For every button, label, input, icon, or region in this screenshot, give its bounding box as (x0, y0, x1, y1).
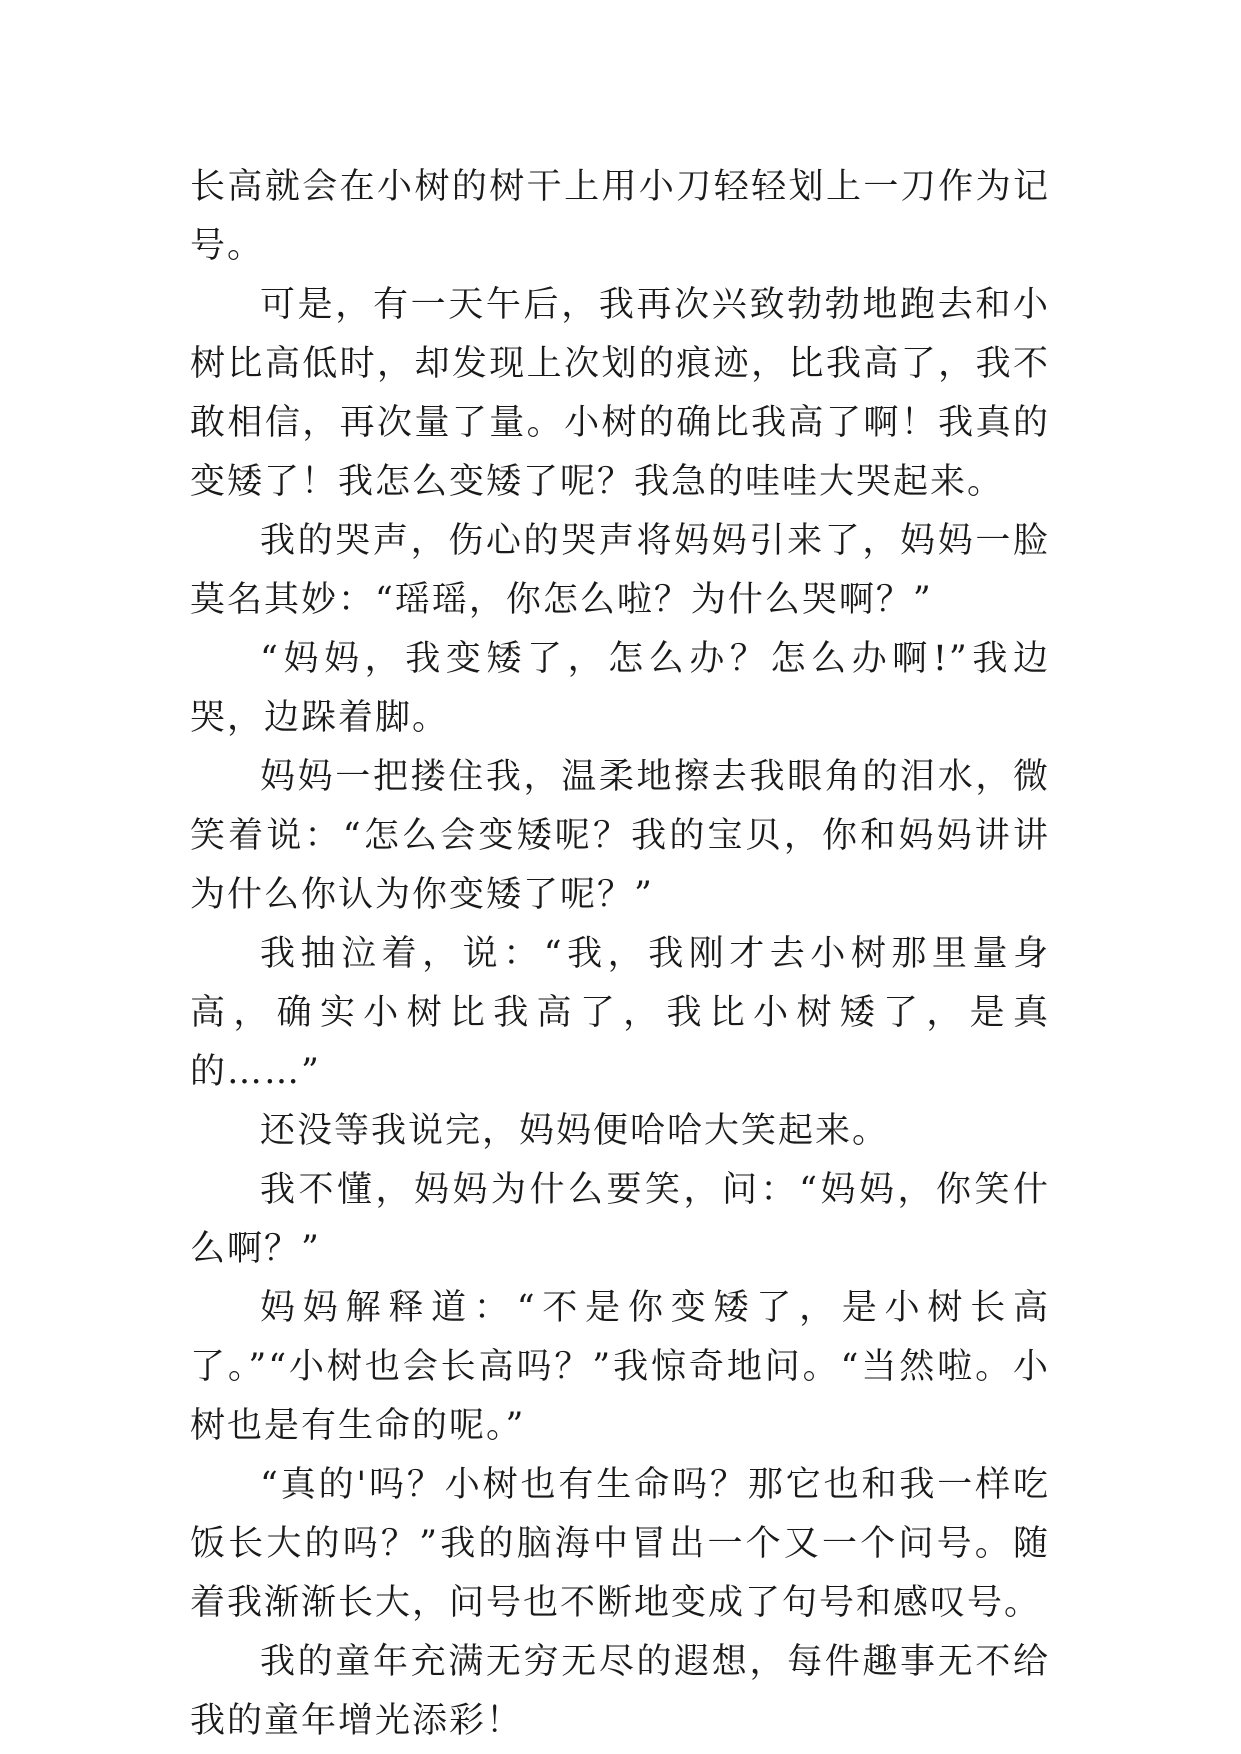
paragraph-2: 可是，有一天午后，我再次兴致勃勃地跑去和小树比高低时，却发现上次划的痕迹，比我高了，我不敢相信，再次量了量。小树的确比我高了啊！我真的变矮了！我怎么变矮了呢？我急的哇哇大哭起来。 (190, 285, 1050, 502)
paragraph-10: “真的'吗？小树也有生命吗？那它也和我一样吃饭长大的吗？”我的脑海中冒出一个又一个问号。随着我渐渐长大，问号也不断地变成了句号和感叹号。 (190, 1465, 1050, 1623)
paragraph-6: 我抽泣着，说：“我，我刚才去小树那里量身高，确实小树比我高了，我比小树矮了，是真的……” (190, 934, 1050, 1092)
paragraph-1: 长高就会在小树的树干上用小刀轻轻划上一刀作为记号。 (190, 167, 1050, 266)
paragraph-8: 我不懂，妈妈为什么要笑，问：“妈妈，你笑什么啊？” (190, 1170, 1050, 1269)
paragraph-3: 我的哭声，伤心的哭声将妈妈引来了，妈妈一脸莫名其妙：“瑶瑶，你怎么啦？为什么哭啊？” (190, 521, 1050, 620)
document-body (190, 158, 1050, 1751)
paragraph-11: 我的童年充满无穷无尽的遐想，每件趣事无不给我的童年增光添彩！ (190, 1642, 1050, 1741)
paragraph-4: “妈妈，我变矮了，怎么办？怎么办啊!”我边哭，边跺着脚。 (190, 639, 1050, 738)
paragraph-7: 还没等我说完，妈妈便哈哈大笑起来。 (260, 1111, 890, 1151)
paragraph-9: 妈妈解释道：“不是你变矮了，是小树长高了。”“小树也会长高吗？”我惊奇地问。“当然啦。小树也是有生命的呢。” (190, 1288, 1050, 1446)
paragraph-5: 妈妈一把搂住我，温柔地擦去我眼角的泪水，微笑着说：“怎么会变矮呢？我的宝贝，你和妈妈讲讲为什么你认为你变矮了呢？” (190, 757, 1050, 915)
